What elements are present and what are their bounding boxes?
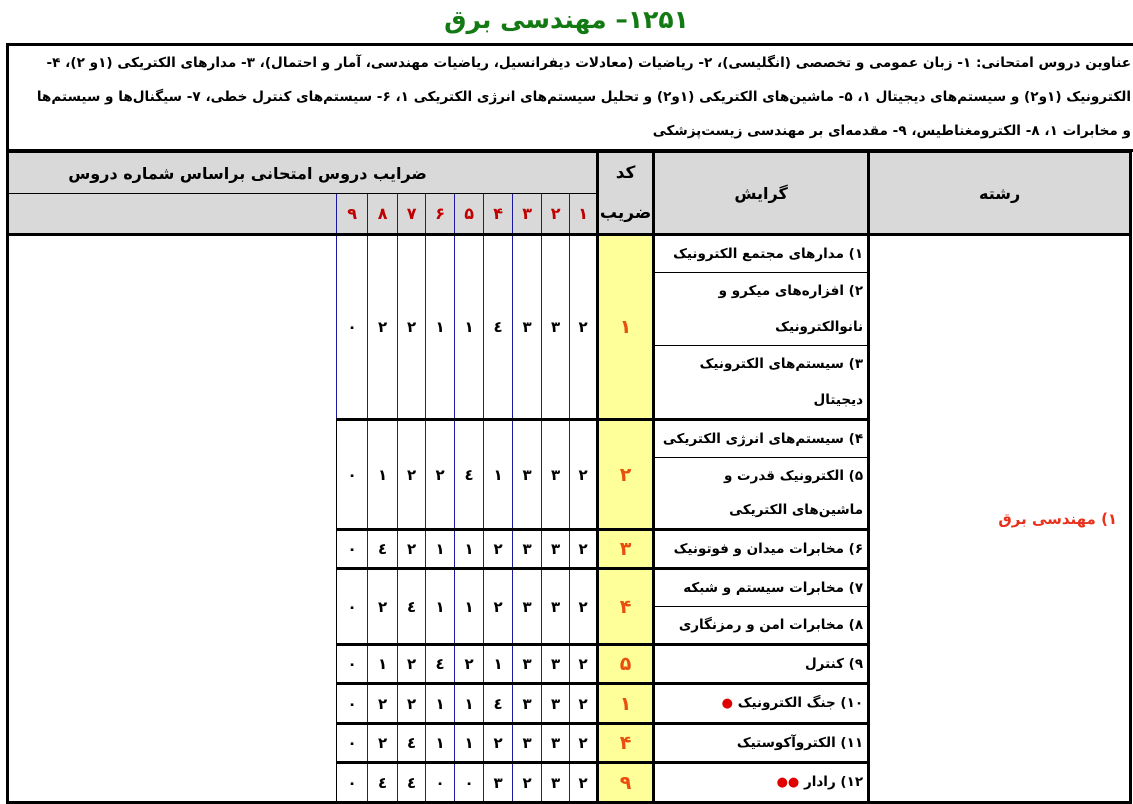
code: ۹ bbox=[598, 763, 654, 803]
course-number: ۱ bbox=[570, 194, 598, 235]
coefficient: ۲ bbox=[484, 530, 513, 569]
code: ۲ bbox=[598, 420, 654, 530]
coefficient: ٤ bbox=[484, 684, 513, 724]
orientation: ۸) مخابرات امن و رمزنگاری bbox=[654, 607, 869, 645]
course-number: ۴ bbox=[484, 194, 513, 235]
header-code-bottom: ضریب bbox=[598, 194, 654, 235]
orientation bbox=[654, 763, 869, 803]
coefficient: ۳ bbox=[542, 724, 570, 763]
orientation-label: ۱۲) رادار bbox=[803, 774, 864, 790]
coefficient: ۳ bbox=[513, 724, 542, 763]
coefficient: ٤ bbox=[398, 569, 426, 645]
coefficient: ۱ bbox=[426, 235, 455, 420]
coefficient: ۳ bbox=[542, 235, 570, 420]
coefficient: ۲ bbox=[426, 420, 455, 530]
coefficient: ۲ bbox=[455, 645, 484, 684]
coefficient: ۱ bbox=[368, 420, 398, 530]
code: ۴ bbox=[598, 569, 654, 645]
table-row bbox=[8, 235, 1131, 273]
coefficient: ۲ bbox=[570, 235, 598, 420]
coefficient: ۲ bbox=[484, 569, 513, 645]
coefficient: ۲ bbox=[570, 684, 598, 724]
coefficient: ۳ bbox=[542, 645, 570, 684]
coefficients-title: ضرایب دروس امتحانی براساس شماره دروس bbox=[68, 163, 427, 183]
coefficient: ۲ bbox=[398, 530, 426, 569]
red-dot-marker-icon: ● bbox=[721, 696, 733, 711]
coefficient: ۱ bbox=[368, 645, 398, 684]
coefficient: ۱ bbox=[455, 530, 484, 569]
page-title: ۱۲۵۱– مهندسی برق bbox=[444, 5, 689, 34]
coefficient: ۱ bbox=[484, 420, 513, 530]
coefficient: ۱ bbox=[484, 645, 513, 684]
course-number: ۷ bbox=[398, 194, 426, 235]
coefficient: ۳ bbox=[513, 684, 542, 724]
course-number: ۳ bbox=[513, 194, 542, 235]
empty-notes-column bbox=[8, 235, 337, 803]
coefficient: ۳ bbox=[484, 763, 513, 803]
intro-line-3: و مخابرات ۱، ۸- الکترومغناطیس، ۹- مقدمه‌ای بر مهندسی زیست‌پزشکی bbox=[652, 123, 1131, 139]
coefficient: ۱ bbox=[455, 724, 484, 763]
intro-line-1: عناوین دروس امتحانی: ۱- زبان عمومی و تخصصی (انگلیسی)، ۲- ریاضیات (معادلات دیفرانسیل، ریاضیات مهندسی، آمار و احتمال)، ۳- مدارهای الکتریکی (۱و ۲)، ۴- bbox=[46, 55, 1131, 71]
coefficient: ۲ bbox=[368, 235, 398, 420]
coefficient: ۰ bbox=[337, 645, 368, 684]
coefficient: ۰ bbox=[337, 684, 368, 724]
orientation: ۷) مخابرات سیستم و شبکه bbox=[654, 569, 869, 607]
coefficient: ۲ bbox=[368, 684, 398, 724]
orientation: ۱) مدارهای مجتمع الکترونیک bbox=[654, 235, 869, 273]
coefficient: ۰ bbox=[337, 763, 368, 803]
coefficient: ۲ bbox=[570, 763, 598, 803]
code: ۱ bbox=[598, 235, 654, 420]
coefficient: ۳ bbox=[513, 569, 542, 645]
coefficient: ۱ bbox=[426, 569, 455, 645]
coefficient: ۲ bbox=[570, 724, 598, 763]
orientation bbox=[654, 684, 869, 724]
coefficient: ۱ bbox=[455, 569, 484, 645]
coefficient: ۲ bbox=[570, 530, 598, 569]
coefficient: ۲ bbox=[398, 420, 426, 530]
coefficient: ۰ bbox=[337, 235, 368, 420]
coefficient: ۲ bbox=[368, 569, 398, 645]
intro-line-2: الکترونیک (۱و۲) و سیستم‌های دیجیتال ۱، ۵- ماشین‌های الکتریکی (۱و۲) و تحلیل سیستم‌های انرژی الکتریکی ۱، ۶- سیستم‌های کنترل خطی، ۷- سیگنال‌ها و سیستم‌ها bbox=[36, 89, 1131, 105]
coefficient: ۳ bbox=[513, 530, 542, 569]
coefficient: ۳ bbox=[542, 684, 570, 724]
coefficient: ۲ bbox=[570, 645, 598, 684]
coefficient: ۲ bbox=[398, 235, 426, 420]
orientation: ۵) الکترونیک قدرت و ماشین‌های الکتریکی bbox=[654, 458, 869, 530]
double-red-dot-marker-icon: ●● bbox=[776, 775, 800, 790]
code: ۱ bbox=[598, 684, 654, 724]
coefficient: ٤ bbox=[368, 530, 398, 569]
coefficient: ۲ bbox=[398, 684, 426, 724]
header-field: رشته bbox=[869, 152, 1131, 235]
orientation: ۹) کنترل bbox=[654, 645, 869, 684]
coefficient: ٤ bbox=[368, 763, 398, 803]
coefficient: ۱ bbox=[426, 530, 455, 569]
coefficient: ۳ bbox=[513, 420, 542, 530]
coefficient: ٤ bbox=[426, 645, 455, 684]
coefficient: ۱ bbox=[455, 684, 484, 724]
coefficient: ۰ bbox=[337, 530, 368, 569]
coefficient: ۰ bbox=[455, 763, 484, 803]
course-number: ۶ bbox=[426, 194, 455, 235]
coefficient: ۰ bbox=[337, 569, 368, 645]
coefficient: ۲ bbox=[484, 724, 513, 763]
field-name: ۱) مهندسی برق bbox=[869, 235, 1131, 803]
coefficient: ۲ bbox=[570, 420, 598, 530]
header-orientation: گرایش bbox=[654, 152, 869, 235]
coefficient: ٤ bbox=[398, 763, 426, 803]
coefficient: ٤ bbox=[455, 420, 484, 530]
header-coefficients-title bbox=[8, 152, 598, 194]
course-number: ۸ bbox=[368, 194, 398, 235]
code: ۴ bbox=[598, 724, 654, 763]
code: ۳ bbox=[598, 530, 654, 569]
coefficient: ۳ bbox=[513, 645, 542, 684]
header-code-top: کد bbox=[598, 152, 654, 194]
orientation: ۶) مخابرات میدان و فوتونیک bbox=[654, 530, 869, 569]
coefficient: ۲ bbox=[368, 724, 398, 763]
orientation: ۲) افزاره‌های میکرو و نانوالکترونیک bbox=[654, 273, 869, 346]
coefficient: ۳ bbox=[542, 569, 570, 645]
coefficient: ۱ bbox=[426, 724, 455, 763]
coefficient: ٤ bbox=[398, 724, 426, 763]
code: ۵ bbox=[598, 645, 654, 684]
course-number: ۵ bbox=[455, 194, 484, 235]
coefficient: ۳ bbox=[542, 420, 570, 530]
coefficient: ٤ bbox=[484, 235, 513, 420]
coefficient: ۰ bbox=[337, 724, 368, 763]
coefficient: ۲ bbox=[513, 763, 542, 803]
orientation: ۳) سیستم‌های الکترونیک دیجیتال bbox=[654, 346, 869, 420]
coefficient: ۰ bbox=[337, 420, 368, 530]
orientation: ۱۱) الکتروآکوستیک bbox=[654, 724, 869, 763]
orientation-label: ۱۰) جنگ الکترونیک bbox=[737, 695, 864, 711]
coefficients-table bbox=[6, 150, 1132, 804]
coefficient: ۲ bbox=[570, 569, 598, 645]
coefficient: ۰ bbox=[426, 763, 455, 803]
header-spacer bbox=[8, 194, 337, 235]
course-number: ۲ bbox=[542, 194, 570, 235]
coefficient: ۳ bbox=[513, 235, 542, 420]
course-number: ۹ bbox=[337, 194, 368, 235]
coefficient: ۱ bbox=[426, 684, 455, 724]
exam-courses-description bbox=[6, 43, 1133, 152]
orientation: ۴) سیستم‌های انرژی الکتریکی bbox=[654, 420, 869, 458]
coefficient: ۲ bbox=[398, 645, 426, 684]
coefficient: ۳ bbox=[542, 530, 570, 569]
coefficient: ۱ bbox=[455, 235, 484, 420]
coefficient: ۳ bbox=[542, 763, 570, 803]
